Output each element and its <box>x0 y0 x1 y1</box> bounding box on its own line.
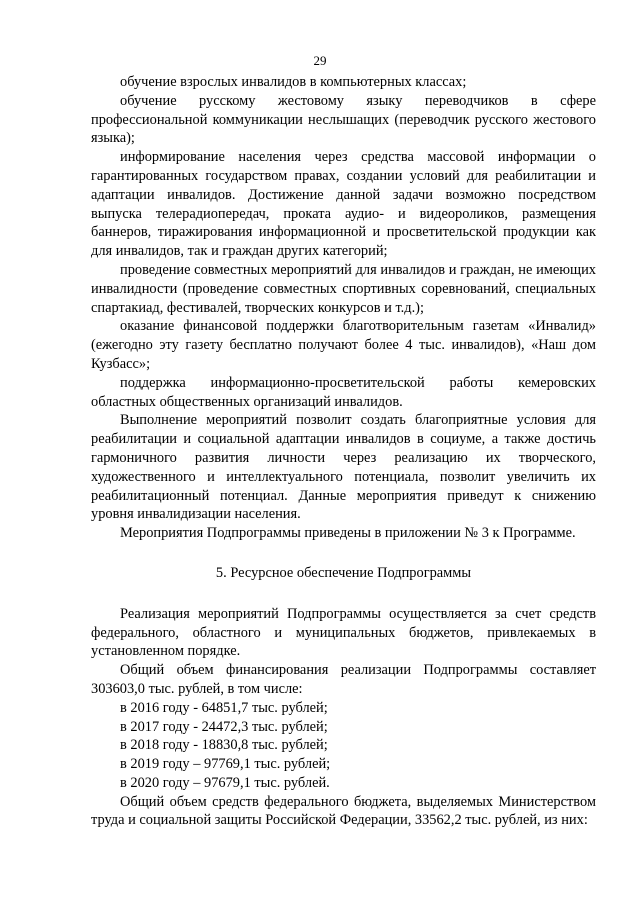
paragraph: проведение совместных мероприятий для инвалидов и граждан, не имеющих инвалидности (проведение совместных спортивных соревнований, специальных спартакиад, фестивалей, творческих конкурсов и т.д.); <box>91 261 596 316</box>
paragraph: Выполнение мероприятий позволит создать благоприятные условия для реабилитации и социальной адаптации инвалидов в социуме, а также достичь гармоничного развития личности через реализацию их творческого, художественного и интеллектуального потенциала, позволит увеличить их реабилитационный потенциал. Данные мероприятия приведут к снижению уровня инвалидизации населения. <box>91 412 596 523</box>
funding-year-item: в 2020 году – 97679,1 тыс. рублей. <box>120 774 330 791</box>
funding-year-item: в 2017 году - 24472,3 тыс. рублей; <box>120 718 328 735</box>
funding-year-item: в 2016 году - 64851,7 тыс. рублей; <box>120 699 328 716</box>
paragraph: оказание финансовой поддержки благотворительным газетам «Инвалид» (ежегодно эту газету бесплатно получают более 4 тыс. инвалидов), «Наш дом Кузбасс»; <box>91 318 596 372</box>
paragraph: Общий объем средств федерального бюджета, выделяемых Министерством труда и социальной защиты Российской Федерации, 33562,2 тыс. рублей, из них: <box>91 793 596 829</box>
paragraph: поддержка информационно-просветительской работы кемеровских областных общественных организаций инвалидов. <box>91 374 596 410</box>
funding-year-item: в 2018 году - 18830,8 тыс. рублей; <box>120 737 328 754</box>
document-body <box>91 73 596 830</box>
funding-year-item: в 2019 году – 97769,1 тыс. рублей; <box>120 756 331 773</box>
page-number: 29 <box>313 53 327 68</box>
paragraph: обучение взрослых инвалидов в компьютерных классах; <box>120 74 467 90</box>
paragraph: Общий объем финансирования реализации Подпрограммы составляет 303603,0 тыс. рублей, в том числе: <box>91 662 596 697</box>
paragraph: информирование населения через средства массовой информации о гарантированных государством правах, создании условий для реабилитации и адаптации инвалидов. Достижение данной задачи возможно посредством выпуска телерадиопередач, проката аудио- и видеороликов, размещения баннеров, тиражирования информационной и просветительской продукции как для инвалидов, так и граждан других категорий; <box>91 149 596 260</box>
paragraph: обучение русскому жестовому языку переводчиков в сфере профессиональной коммуникации неслышащих (переводчик русского жестового языка); <box>91 92 596 147</box>
section-heading: 5. Ресурсное обеспечение Подпрограммы <box>215 564 472 581</box>
paragraph: Реализация мероприятий Подпрограммы осуществляется за счет средств федерального, областного и муниципальных бюджетов, привлекаемых в установленном порядке. <box>91 605 596 660</box>
paragraph: Мероприятия Подпрограммы приведены в приложении № 3 к Программе. <box>120 525 576 542</box>
